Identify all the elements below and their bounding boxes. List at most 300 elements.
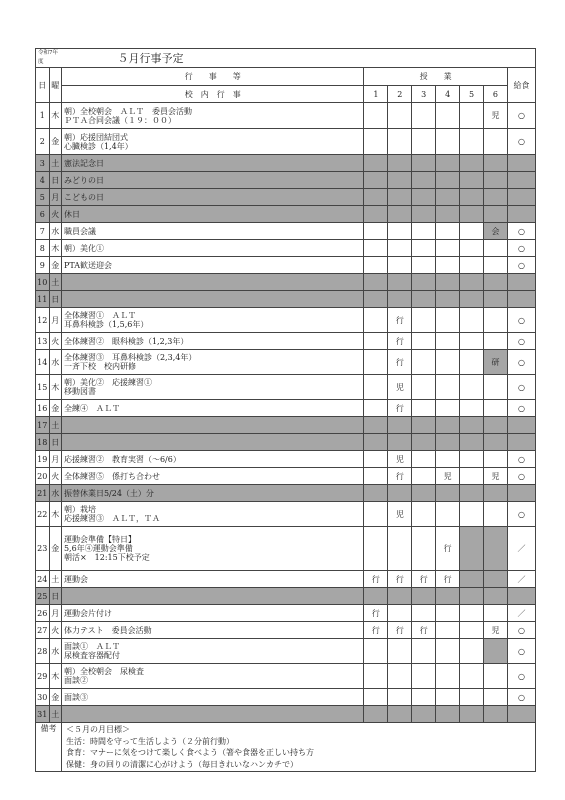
event-line: 憲法記念日 <box>63 158 104 168</box>
class-cell-grade-5 <box>460 417 484 434</box>
day-row <box>36 189 536 206</box>
lunch-cell: ○ <box>507 257 535 274</box>
day-row <box>36 274 536 291</box>
schedule-sheet <box>35 48 536 772</box>
event-line: 朝）応援団結団式 <box>63 132 128 142</box>
class-cell-grade-4: 行 <box>436 571 460 588</box>
class-cell-grade-3: 行 <box>412 571 436 588</box>
class-cell-grade-1 <box>364 103 388 129</box>
event-cell <box>61 400 363 417</box>
day-number: 30 <box>36 689 50 706</box>
school-events-subheader: 校 内 行 事 <box>61 86 363 103</box>
event-cell <box>61 333 363 350</box>
day-number: 16 <box>36 400 50 417</box>
class-cell-grade-5 <box>460 639 484 664</box>
event-line: 朝）美化① <box>63 243 104 253</box>
class-cell-grade-1 <box>364 588 388 605</box>
lunch-cell: ○ <box>507 308 535 333</box>
class-cell-grade-1 <box>364 155 388 172</box>
class-cell-grade-1 <box>364 502 388 527</box>
day-row <box>36 308 536 333</box>
class-cell-grade-3 <box>412 333 436 350</box>
header-row-top <box>36 68 536 86</box>
event-cell <box>61 706 363 723</box>
event-cell <box>61 223 363 240</box>
event-cell <box>61 103 363 129</box>
day-column-header: 日 <box>36 68 50 103</box>
day-number: 6 <box>36 206 50 223</box>
event-cell <box>61 605 363 622</box>
class-cell-grade-4 <box>436 502 460 527</box>
event-cell <box>61 485 363 502</box>
class-cell-grade-6 <box>483 240 507 257</box>
weekday: 土 <box>49 571 61 588</box>
day-row <box>36 375 536 400</box>
class-cell-grade-6: 児 <box>483 622 507 639</box>
class-cell-grade-6 <box>483 333 507 350</box>
grade-header: 5 <box>460 86 484 103</box>
class-cell-grade-4 <box>436 308 460 333</box>
event-line: 朝）美化② 応援練習① <box>63 378 152 387</box>
class-cell-grade-6 <box>483 434 507 451</box>
event-cell <box>61 451 363 468</box>
event-cell <box>61 172 363 189</box>
events-column-header: 行 事 等 <box>61 68 363 86</box>
event-line: 休日 <box>63 209 80 219</box>
event-cell <box>61 155 363 172</box>
weekday: 火 <box>49 468 61 485</box>
lunch-cell <box>507 189 535 206</box>
class-cell-grade-6: 研 <box>483 350 507 375</box>
class-cell-grade-1 <box>364 129 388 155</box>
class-cell-grade-5 <box>460 400 484 417</box>
class-cell-grade-2: 行 <box>388 308 412 333</box>
class-cell-grade-6 <box>483 129 507 155</box>
class-cell-grade-5 <box>460 333 484 350</box>
lunch-cell <box>507 706 535 723</box>
class-cell-grade-4 <box>436 434 460 451</box>
class-cell-grade-3 <box>412 605 436 622</box>
lunch-cell: ○ <box>507 400 535 417</box>
event-line: 一斉下校 校内研修 <box>63 362 136 371</box>
class-cell-grade-1: 行 <box>364 622 388 639</box>
class-cell-grade-1 <box>364 308 388 333</box>
notes-label-text: 備考 <box>40 724 57 733</box>
lunch-cell: ○ <box>507 129 535 155</box>
class-cell-grade-4 <box>436 172 460 189</box>
class-cell-grade-3 <box>412 257 436 274</box>
weekday: 火 <box>49 333 61 350</box>
weekday: 金 <box>49 400 61 417</box>
class-cell-grade-1 <box>364 172 388 189</box>
class-cell-grade-4 <box>436 689 460 706</box>
day-number: 4 <box>36 172 50 189</box>
class-cell-grade-2: 行 <box>388 622 412 639</box>
class-cell-grade-1 <box>364 350 388 375</box>
class-cell-grade-6 <box>483 689 507 706</box>
day-row <box>36 172 536 189</box>
class-cell-grade-3 <box>412 664 436 689</box>
lunch-cell <box>507 588 535 605</box>
event-cell <box>61 308 363 333</box>
schedule-rows <box>36 103 536 723</box>
day-number: 24 <box>36 571 50 588</box>
day-row <box>36 527 536 571</box>
class-cell-grade-6: 児 <box>483 103 507 129</box>
schedule-table <box>35 48 536 772</box>
event-cell <box>61 689 363 706</box>
class-cell-grade-2 <box>388 206 412 223</box>
class-cell-grade-2 <box>388 274 412 291</box>
day-number: 14 <box>36 350 50 375</box>
class-cell-grade-1 <box>364 639 388 664</box>
day-row <box>36 291 536 308</box>
grade-header: 2 <box>388 86 412 103</box>
weekday: 水 <box>49 639 61 664</box>
grade-header: 1 <box>364 86 388 103</box>
weekday: 火 <box>49 622 61 639</box>
class-cell-grade-5 <box>460 223 484 240</box>
lunch-cell: ○ <box>507 223 535 240</box>
event-line: 心臓検診（1,4年） <box>63 141 133 151</box>
class-cell-grade-5 <box>460 189 484 206</box>
day-number: 23 <box>36 527 50 571</box>
weekday: 木 <box>49 240 61 257</box>
class-cell-grade-2 <box>388 223 412 240</box>
class-cell-grade-5 <box>460 129 484 155</box>
event-line: 全体練習② 眼科検診（1,2,3年） <box>63 336 189 346</box>
day-number: 25 <box>36 588 50 605</box>
event-cell <box>61 257 363 274</box>
class-cell-grade-5 <box>460 172 484 189</box>
class-cell-grade-2 <box>388 189 412 206</box>
class-cell-grade-1 <box>364 706 388 723</box>
class-cell-grade-1 <box>364 223 388 240</box>
class-cell-grade-5 <box>460 274 484 291</box>
class-cell-grade-5 <box>460 664 484 689</box>
event-cell <box>61 434 363 451</box>
class-cell-grade-4 <box>436 103 460 129</box>
class-cell-grade-3 <box>412 706 436 723</box>
class-cell-grade-1 <box>364 333 388 350</box>
day-row <box>36 333 536 350</box>
class-cell-grade-6 <box>483 588 507 605</box>
class-cell-grade-6 <box>483 172 507 189</box>
class-cell-grade-4: 児 <box>436 468 460 485</box>
weekday: 木 <box>49 375 61 400</box>
weekday: 火 <box>49 206 61 223</box>
class-cell-grade-2 <box>388 172 412 189</box>
class-cell-grade-6: 会 <box>483 223 507 240</box>
event-line: 面談② <box>63 676 88 685</box>
class-cell-grade-5 <box>460 622 484 639</box>
lunch-cell: ／ <box>507 527 535 571</box>
class-cell-grade-5 <box>460 375 484 400</box>
event-line: 運動会準備【特日】 <box>63 535 136 544</box>
class-cell-grade-6 <box>483 485 507 502</box>
class-cell-grade-3 <box>412 274 436 291</box>
notes-row <box>36 723 536 772</box>
weekday: 日 <box>49 588 61 605</box>
event-line: 面談③ <box>63 692 88 702</box>
event-line: 応援練習② 教育実習（～6/6） <box>63 454 181 464</box>
class-cell-grade-3 <box>412 103 436 129</box>
lunch-cell: ○ <box>507 240 535 257</box>
weekday: 木 <box>49 664 61 689</box>
event-line: 体力テスト 委員会活動 <box>63 625 152 635</box>
weekday: 月 <box>49 189 61 206</box>
event-line: 耳鼻科検診（1,5,6年） <box>63 320 149 329</box>
event-line: PTA歓送迎会 <box>63 260 113 270</box>
class-cell-grade-5 <box>460 468 484 485</box>
class-cell-grade-3 <box>412 502 436 527</box>
day-number: 21 <box>36 485 50 502</box>
lunch-cell: ○ <box>507 451 535 468</box>
class-cell-grade-4 <box>436 605 460 622</box>
lunch-cell <box>507 274 535 291</box>
class-cell-grade-3 <box>412 350 436 375</box>
class-cell-grade-5 <box>460 155 484 172</box>
class-cell-grade-6 <box>483 417 507 434</box>
day-number: 10 <box>36 274 50 291</box>
event-line: 全体練習③ 耳鼻科検診（2,3,4年） <box>63 353 197 362</box>
weekday: 水 <box>49 223 61 240</box>
class-cell-grade-5 <box>460 103 484 129</box>
class-cell-grade-5 <box>460 588 484 605</box>
day-number: 11 <box>36 291 50 308</box>
weekday: 金 <box>49 689 61 706</box>
class-cell-grade-4 <box>436 291 460 308</box>
class-cell-grade-6 <box>483 527 507 571</box>
weekday: 日 <box>49 434 61 451</box>
class-cell-grade-2: 行 <box>388 571 412 588</box>
class-cell-grade-2: 行 <box>388 333 412 350</box>
class-cell-grade-6 <box>483 291 507 308</box>
day-number: 26 <box>36 605 50 622</box>
monthly-goal-heading: ＜５月の月目標＞ <box>65 725 130 734</box>
lunch-cell: ○ <box>507 664 535 689</box>
class-cell-grade-1 <box>364 400 388 417</box>
event-line: こどもの日 <box>63 192 104 202</box>
event-cell <box>61 571 363 588</box>
class-cell-grade-5 <box>460 206 484 223</box>
day-row <box>36 257 536 274</box>
event-line: 全体練習① ＡＬＴ <box>63 311 136 320</box>
lunch-cell <box>507 291 535 308</box>
class-cell-grade-5 <box>460 451 484 468</box>
event-line: 朝）栽培 <box>63 505 96 514</box>
day-number: 5 <box>36 189 50 206</box>
weekday: 日 <box>49 291 61 308</box>
class-cell-grade-3 <box>412 527 436 571</box>
lunch-cell: ○ <box>507 622 535 639</box>
class-cell-grade-6: 児 <box>483 468 507 485</box>
class-cell-grade-3 <box>412 223 436 240</box>
class-cell-grade-2 <box>388 689 412 706</box>
class-cell-grade-3 <box>412 308 436 333</box>
goal-life: 生活：時間を守って生活しよう（２分前行動） <box>65 736 234 746</box>
class-cell-grade-5 <box>460 240 484 257</box>
event-cell <box>61 240 363 257</box>
event-cell <box>61 206 363 223</box>
day-row <box>36 155 536 172</box>
class-cell-grade-3 <box>412 291 436 308</box>
lunch-cell: ○ <box>507 689 535 706</box>
class-cell-grade-6 <box>483 274 507 291</box>
event-cell <box>61 291 363 308</box>
day-number: 18 <box>36 434 50 451</box>
class-cell-grade-1 <box>364 189 388 206</box>
weekday: 月 <box>49 451 61 468</box>
day-row <box>36 571 536 588</box>
day-number: 19 <box>36 451 50 468</box>
event-line: 応援練習③ ＡＬＴ，ＴＡ <box>63 514 160 523</box>
class-cell-grade-2 <box>388 706 412 723</box>
class-cell-grade-5 <box>460 706 484 723</box>
day-row <box>36 240 536 257</box>
class-cell-grade-3 <box>412 189 436 206</box>
day-number: 15 <box>36 375 50 400</box>
event-line: 朝）全校朝会 ＡＬＴ 委員会活動 <box>63 106 192 116</box>
class-cell-grade-2 <box>388 257 412 274</box>
day-row <box>36 350 536 375</box>
lunch-cell <box>507 172 535 189</box>
class-cell-grade-6 <box>483 605 507 622</box>
class-cell-grade-2 <box>388 155 412 172</box>
lunch-cell <box>507 206 535 223</box>
event-line: 尿検査容器配付 <box>63 651 120 660</box>
class-cell-grade-3 <box>412 639 436 664</box>
weekday: 木 <box>49 103 61 129</box>
event-line: 運動会 <box>63 574 88 584</box>
day-row <box>36 605 536 622</box>
weekday: 金 <box>49 527 61 571</box>
day-number: 2 <box>36 129 50 155</box>
class-cell-grade-4: 行 <box>436 527 460 571</box>
lunch-cell <box>507 434 535 451</box>
class-cell-grade-4 <box>436 485 460 502</box>
event-line: 振替休業日5/24（土）分 <box>63 488 154 498</box>
class-cell-grade-2: 児 <box>388 502 412 527</box>
class-cell-grade-4 <box>436 333 460 350</box>
class-cell-grade-4 <box>436 240 460 257</box>
page-title: ５月行事予定 <box>61 49 535 68</box>
class-cell-grade-2 <box>388 527 412 571</box>
class-cell-grade-4 <box>436 400 460 417</box>
notes-label <box>36 723 62 772</box>
day-row <box>36 502 536 527</box>
class-cell-grade-1 <box>364 274 388 291</box>
day-row <box>36 434 536 451</box>
event-line: みどりの日 <box>63 175 104 185</box>
class-cell-grade-3 <box>412 451 436 468</box>
lunch-column-header: 給食 <box>507 68 535 103</box>
class-cell-grade-2 <box>388 434 412 451</box>
class-cell-grade-3 <box>412 485 436 502</box>
day-number: 8 <box>36 240 50 257</box>
class-cell-grade-2 <box>388 605 412 622</box>
event-cell <box>61 527 363 571</box>
day-row <box>36 206 536 223</box>
class-cell-grade-4 <box>436 206 460 223</box>
weekday: 月 <box>49 308 61 333</box>
event-cell <box>61 622 363 639</box>
class-cell-grade-4 <box>436 639 460 664</box>
day-number: 29 <box>36 664 50 689</box>
event-cell <box>61 417 363 434</box>
class-cell-grade-5 <box>460 605 484 622</box>
day-row <box>36 588 536 605</box>
class-cell-grade-4 <box>436 451 460 468</box>
day-number: 27 <box>36 622 50 639</box>
class-cell-grade-4 <box>436 274 460 291</box>
grade-header: 6 <box>483 86 507 103</box>
class-cell-grade-1 <box>364 240 388 257</box>
event-cell <box>61 664 363 689</box>
weekday: 月 <box>49 605 61 622</box>
class-cell-grade-3 <box>412 434 436 451</box>
class-cell-grade-1 <box>364 206 388 223</box>
day-row <box>36 664 536 689</box>
weekday: 日 <box>49 172 61 189</box>
class-cell-grade-5 <box>460 291 484 308</box>
day-number: 13 <box>36 333 50 350</box>
class-cell-grade-4 <box>436 375 460 400</box>
day-number: 31 <box>36 706 50 723</box>
class-cell-grade-6 <box>483 571 507 588</box>
event-line: 5,6年④運動会準備 <box>63 544 133 553</box>
class-cell-grade-6 <box>483 706 507 723</box>
lunch-cell: ○ <box>507 350 535 375</box>
class-cell-grade-1 <box>364 664 388 689</box>
event-cell <box>61 588 363 605</box>
notes-body <box>61 723 535 772</box>
class-cell-grade-6 <box>483 257 507 274</box>
classes-column-header: 授 業 <box>364 68 507 86</box>
class-cell-grade-2: 行 <box>388 400 412 417</box>
class-cell-grade-1 <box>364 485 388 502</box>
class-cell-grade-2 <box>388 291 412 308</box>
event-line: 全練④ ＡＬＴ <box>63 403 120 413</box>
class-cell-grade-3 <box>412 206 436 223</box>
lunch-cell: ○ <box>507 333 535 350</box>
event-line: 朝活× 12:15下校予定 <box>63 553 150 562</box>
lunch-cell: ○ <box>507 502 535 527</box>
class-cell-grade-2: 行 <box>388 468 412 485</box>
class-cell-grade-5 <box>460 571 484 588</box>
lunch-cell <box>507 485 535 502</box>
class-cell-grade-6 <box>483 400 507 417</box>
class-cell-grade-4 <box>436 257 460 274</box>
day-row <box>36 223 536 240</box>
class-cell-grade-6 <box>483 639 507 664</box>
day-number: 22 <box>36 502 50 527</box>
class-cell-grade-1 <box>364 434 388 451</box>
day-number: 7 <box>36 223 50 240</box>
class-cell-grade-3: 行 <box>412 622 436 639</box>
event-line: 運動会片付け <box>63 608 112 618</box>
class-cell-grade-3 <box>412 375 436 400</box>
class-cell-grade-4 <box>436 155 460 172</box>
class-cell-grade-1 <box>364 468 388 485</box>
grade-header: 3 <box>412 86 436 103</box>
day-row <box>36 706 536 723</box>
event-line: 全体練習⑤ 係打ち合わせ <box>63 471 160 481</box>
class-cell-grade-6 <box>483 189 507 206</box>
weekday: 水 <box>49 485 61 502</box>
grade-header: 4 <box>436 86 460 103</box>
class-cell-grade-6 <box>483 308 507 333</box>
